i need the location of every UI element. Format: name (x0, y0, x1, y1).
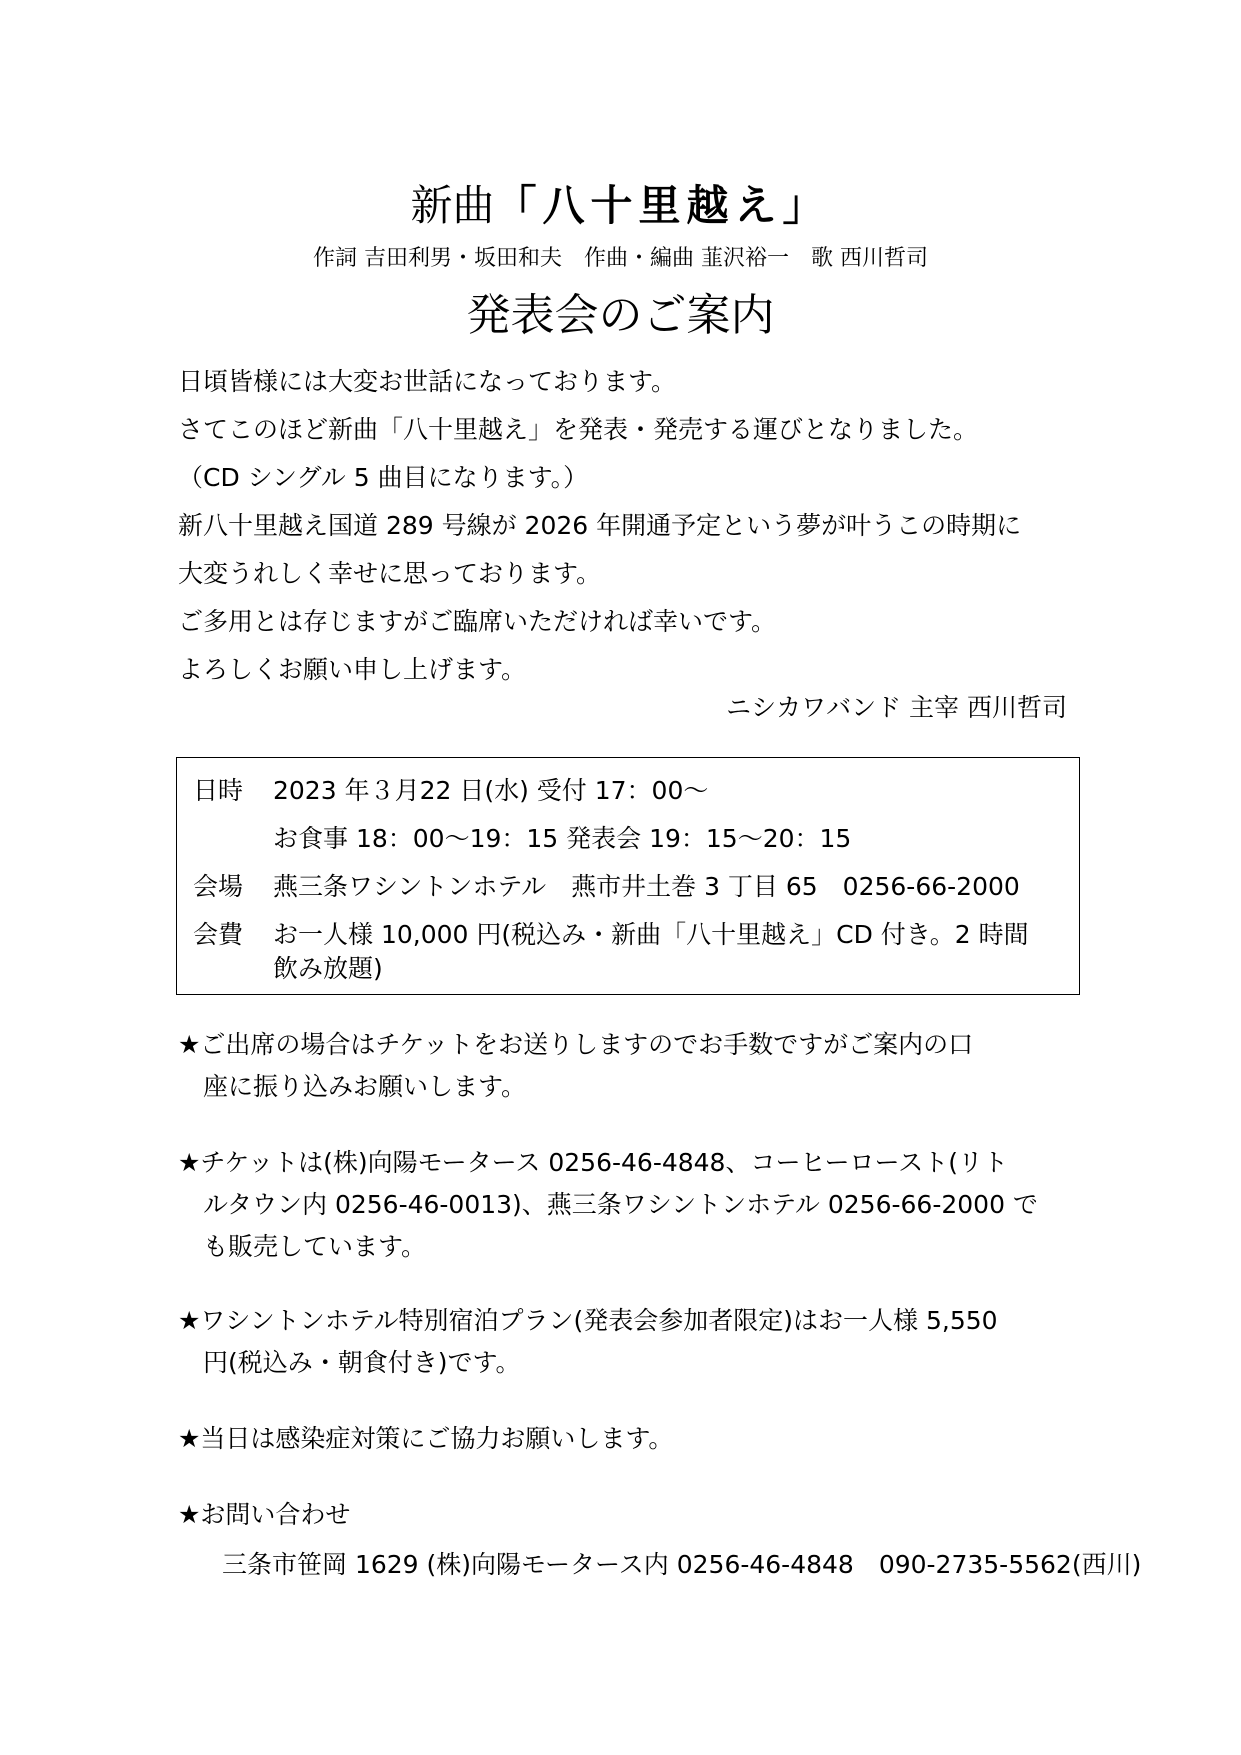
greeting-line: 新八十里越え国道 289 号線が 2026 年開通予定という夢が叶うこの時期に (178, 511, 1022, 540)
greeting-line: 大変うれしく幸せに思っております。 (178, 559, 602, 588)
fee-row (193, 916, 1029, 954)
fee-value: お一人様 10,000 円(税込み・新曲「八十里越え」CD 付き。2 時間 (273, 920, 1029, 949)
note-infection (178, 1418, 1078, 1460)
contact-address: 三条市笹岡 1629 (株)向陽モータース内 0256-46-4848 090-2735-5562(西川) (222, 1550, 1142, 1579)
note-ticket-transfer (178, 1024, 1078, 1108)
note-hotel-plan (178, 1300, 1078, 1384)
greeting-line: さてこのほど新曲「八十里越え」を発表・発売する運びとなりました。 (178, 415, 979, 444)
note-line: ★ご出席の場合はチケットをお送りしますのでお手数ですがご案内の口 (178, 1030, 974, 1059)
note-ticket-sales (178, 1142, 1078, 1268)
datetime-schedule: お食事 18：00～19：15 発表会 19：15～20：15 (273, 824, 852, 853)
event-info-box (176, 757, 1080, 995)
fee-value-continued: 飲み放題) (273, 954, 383, 983)
greeting-line: 日頃皆様には大変お世話になっております。 (178, 367, 677, 396)
note-line: も販売しています。 (203, 1232, 427, 1261)
credits-line: 作詞 吉田利男・坂田和夫 作曲・編曲 韮沢裕一 歌 西川哲司 (313, 246, 928, 271)
signature: ニシカワバンド 主宰 西川哲司 (726, 693, 1067, 722)
greeting-line: よろしくお願い申し上げます。 (178, 655, 527, 684)
note-line: ★当日は感染症対策にご協力お願いします。 (178, 1424, 674, 1453)
document-title (0, 178, 1241, 234)
datetime-row (193, 772, 708, 810)
note-line: ★ワシントンホテル特別宿泊プラン(発表会参加者限定)はお一人様 5,550 (178, 1306, 998, 1335)
announcement-heading: 発表会のご案内 (466, 290, 775, 341)
greeting-paragraph (178, 358, 1078, 694)
fee-label: 会費 (193, 920, 244, 949)
greeting-line: （CD シングル 5 曲目になります。） (178, 463, 589, 492)
song-title: 「八十里越え」 (494, 181, 831, 230)
greeting-line: ご多用とは存じますがご臨席いただければ幸いです。 (178, 607, 777, 636)
title-prefix: 新曲 (410, 181, 495, 230)
venue-label: 会場 (193, 872, 244, 901)
note-line: ルタウン内 0256-46-0013)、燕三条ワシントンホテル 0256-66-2000 で (203, 1190, 1038, 1219)
note-line: ★チケットは(株)向陽モータース 0256-46-4848、コーヒーロースト(リト (178, 1148, 1008, 1177)
venue-value: 燕三条ワシントンホテル 燕市井土巻 3 丁目 65 0256-66-2000 (273, 872, 1020, 901)
note-line: 座に振り込みお願いします。 (203, 1072, 527, 1101)
note-line: ★お問い合わせ (178, 1500, 351, 1529)
datetime-label: 日時 (193, 776, 244, 805)
note-line: 円(税込み・朝食付き)です。 (203, 1348, 521, 1377)
datetime-value: 2023 年３月22 日(水) 受付 17：00～ (273, 776, 709, 805)
venue-row (193, 868, 1020, 906)
note-contact (178, 1494, 1078, 1536)
